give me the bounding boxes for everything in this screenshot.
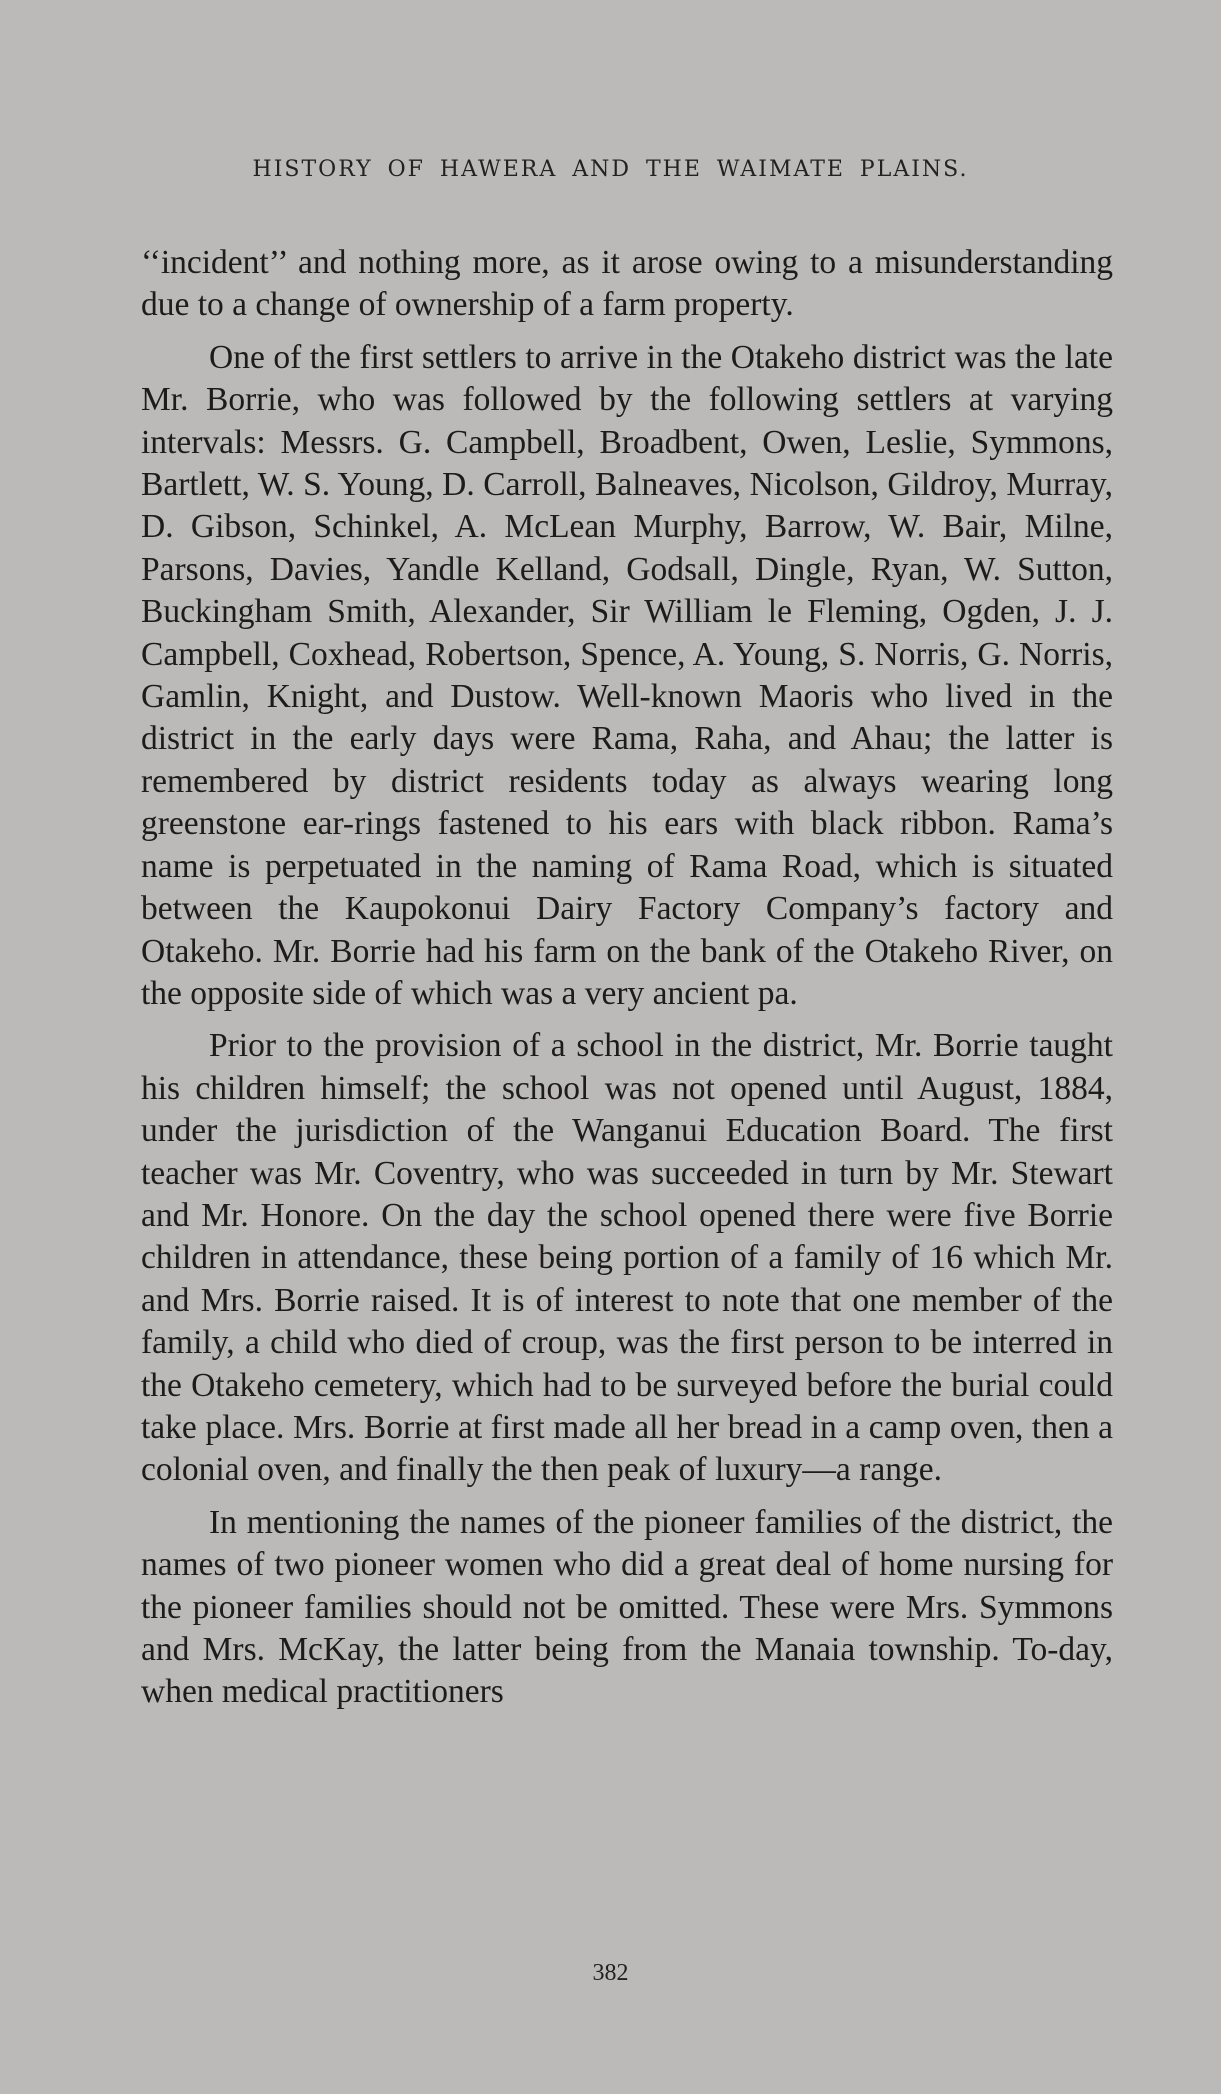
paragraph: One of the first settlers to arrive in the Otakeho district was the late Mr. Borrie, who was followed by the following settlers at varying intervals: Messrs. G. Campbell, Broadbent, Owen, Leslie, Symmons, Bartlett, W. S. Young, D. Carroll, Balneaves, Nicolson, Gildroy, Murray, D. Gibson, Schinkel, A. McLean Murphy, Barrow, W. Bair, Milne, Parsons, Davies, Yandle Kelland, Godsall, Dingle, Ryan, W. Sutton, Buckingham Smith, Alexander, Sir William le Fleming, Ogden, J. J. Campbell, Coxhead, Robertson, Spence, A. Young, S. Norris, G. Norris, Gamlin, Knight, and Dustow. Well-known Maoris who lived in the district in the early days were Rama, Raha, and Ahau; the latter is remembered by district residents today as always wearing long greenstone ear-rings fastened to his ears with black ribbon. Rama’s name is perpetuated in the naming of Rama Road, which is situated between the Kaupokonui Dairy Factory Company’s factory and Otakeho. Mr. Borrie had his farm on the bank of the Otakeho River, on the opposite side of which was a very ancient pa.	[141, 338, 1113, 1012]
body-text	[141, 242, 1113, 1724]
paragraph: In mentioning the names of the pioneer families of the district, the names of two pioneer women who did a great deal of home nursing for the pioneer families should not be omitted. These were Mrs. Symmons and Mrs. McKay, the latter being from the Manaia township. To-day, when medical practitioners	[141, 1503, 1113, 1711]
paragraph: Prior to the provision of a school in the district, Mr. Borrie taught his children himself; the school was not opened until August, 1884, under the jurisdiction of the Wanganui Education Board. The first teacher was Mr. Coventry, who was succeeded in turn by Mr. Stewart and Mr. Honore. On the day the school opened there were five Borrie children in attendance, these being portion of a family of 16 which Mr. and Mrs. Borrie raised. It is of interest to note that one member of the family, a child who died of croup, was the first person to be interred in the Otakeho cemetery, which had to be surveyed before the burial could take place. Mrs. Borrie at first made all her bread in a camp oven, then a colonial oven, and finally the then peak of luxury—a range.	[141, 1027, 1113, 1489]
running-header: HISTORY OF HAWERA AND THE WAIMATE PLAINS.	[252, 157, 969, 182]
page-number: 382	[592, 1960, 629, 1986]
paragraph-continued: ‘‘incident’’ and nothing more, as it arose owing to a misunderstanding due to a change of ownership of a farm property.	[141, 244, 1113, 324]
